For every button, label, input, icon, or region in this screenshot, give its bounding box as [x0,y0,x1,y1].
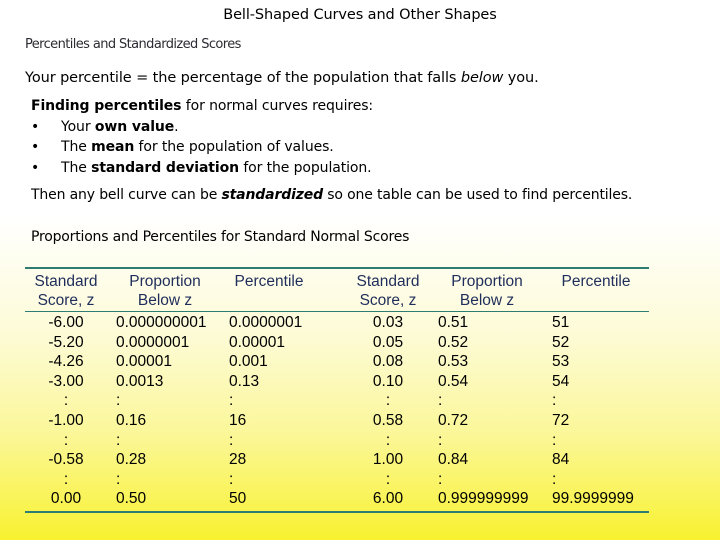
table-cell: : [552,392,557,410]
table-cell: -4.26 [48,353,84,371]
standardize-text-end: so one table can be used to find percentiles. [322,187,633,203]
table-cell: 6.00 [372,490,404,508]
table-cell: 0.72 [438,411,469,429]
requirements-intro [31,96,373,117]
column-z-left [29,313,103,509]
standardize-note [31,187,632,203]
header-cell: Proportion Below z [129,273,201,309]
table-cell: : [438,470,443,488]
requirement-text-end: . [174,118,179,135]
table-cell: 0.0000001 [116,333,190,351]
table-cell: 0.000000001 [116,314,207,331]
table-cell: 0.53 [438,353,469,371]
header-cell: Proportion Below z [451,273,523,309]
requirement-text: The [61,159,92,176]
table-cell: 0.0000001 [229,314,303,331]
table-cell: 52 [552,333,570,351]
requirement-bold: own value [94,118,175,135]
slide-subtitle: Percentiles and Standardized Scores [25,37,241,52]
table-cell: 0.58 [372,411,404,429]
column-proportion-left [116,313,207,509]
standardize-text: Then any bell curve can be [31,187,222,203]
requirements-block [31,96,373,178]
slide-title: Bell-Shaped Curves and Other Shapes [223,7,497,23]
table-cell: 84 [552,451,570,469]
table-cell: 0.50 [116,490,147,508]
normal-scores-table [25,267,649,513]
table-cell: 28 [229,451,247,469]
table-header [25,269,649,312]
requirement-text: The [61,139,92,155]
requirement-item [31,158,373,179]
table-cell: 0.54 [438,372,469,390]
table-cell: 0.03 [372,314,404,331]
header-cell: Standard Score, z [34,273,98,309]
table-cell: : [116,470,121,488]
header-cell: Standard Score, z [356,273,420,309]
header-cell: Percentile [561,273,631,290]
table-cell: 0.52 [438,333,469,351]
table-cell: : [63,431,69,449]
requirement-bold: mean [91,139,135,155]
bullet-icon: • [31,139,40,155]
table-cell: 0.999999999 [438,490,529,508]
column-percentile-right [552,313,634,509]
table-cell: 0.00 [50,490,82,508]
table-cell: : [116,392,121,410]
table-cell: 0.08 [372,353,404,371]
table-cell: : [552,431,557,449]
table-cell: 0.10 [372,372,404,390]
table-cell: 1.00 [372,451,404,469]
bullet-icon: • [31,159,40,176]
table-cell: 0.16 [116,411,147,429]
table-cell: 0.84 [438,451,469,469]
table-cell: : [385,470,391,488]
table-cell: 72 [552,411,570,429]
definition-text: Your percentile = the percentage of the population that falls [25,70,461,86]
header-cell: Percentile [234,273,304,290]
requirement-item [31,137,373,158]
table-cell: : [229,431,234,449]
table-cell: 50 [229,490,247,508]
table-title: Proportions and Percentiles for Standard Normal Scores [31,229,410,245]
table-cell: 0.28 [116,451,147,469]
table-cell: : [116,431,121,449]
table-cell: -3.00 [48,372,84,390]
table-cell: 53 [552,353,570,371]
table-cell: 0.05 [372,333,404,351]
table-cell: : [385,431,391,449]
table-cell: : [552,470,557,488]
table-cell: : [229,392,234,410]
percentile-definition [25,70,539,86]
column-z-right [340,313,436,509]
table-cell: 54 [552,372,570,390]
table-cell: -1.00 [48,411,84,429]
table-cell: 0.00001 [116,353,173,371]
column-proportion-right [438,313,529,509]
table-cell: : [229,470,234,488]
definition-emphasis: below [460,70,504,86]
table-cell: 99.9999999 [552,490,634,508]
table-cell: : [63,392,69,410]
table-cell: 0.00001 [229,333,286,351]
table-cell: : [438,431,443,449]
table-cell: -0.58 [48,451,84,469]
table-cell: 0.51 [438,314,469,331]
table-cell: 16 [229,411,247,429]
table-cell: -5.20 [48,333,84,351]
table-cell: -6.00 [48,314,84,331]
table-cell: 51 [552,314,570,331]
requirement-text: Your [61,118,95,135]
table-cell: : [438,392,443,410]
bullet-icon: • [31,118,40,135]
requirement-bold: standard deviation [91,159,239,176]
requirement-text-end: for the population. [238,159,372,176]
table-cell: 0.001 [229,353,268,371]
requirement-item [31,117,373,138]
column-percentile-left [229,313,302,509]
table-cell: 0.13 [229,372,260,390]
table-cell: : [385,392,391,410]
requirement-text-end: for the population of values. [134,139,334,155]
standardize-emphasis: standardized [221,187,323,203]
table-cell: 0.0013 [116,372,164,390]
requirements-intro-bold: Finding percentiles [31,98,182,114]
definition-text-end: you. [503,70,539,86]
requirements-intro-rest: for normal curves requires: [181,98,374,114]
table-cell: : [63,470,69,488]
